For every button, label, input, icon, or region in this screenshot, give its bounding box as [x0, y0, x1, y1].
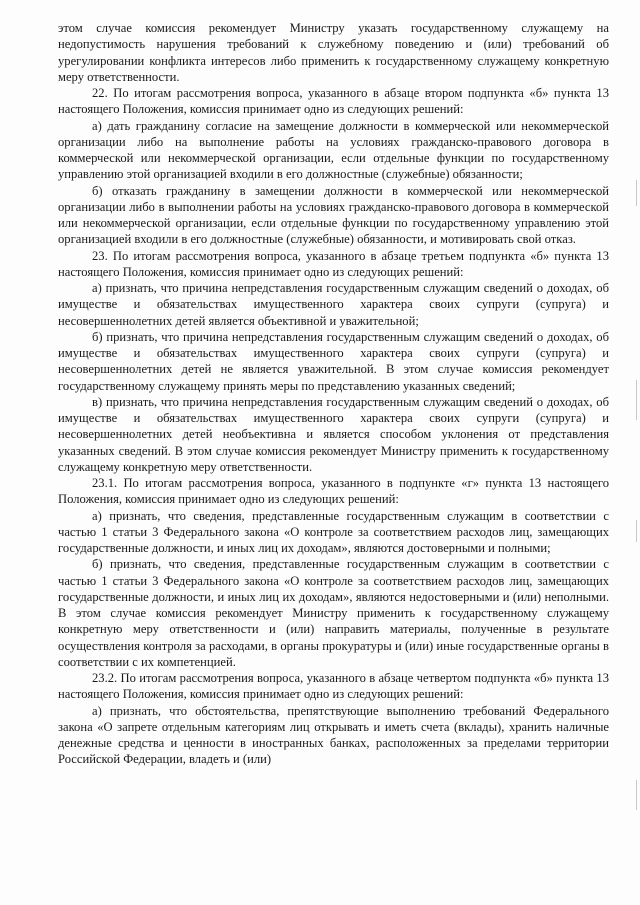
paragraph-item-23-2: 23.2. По итогам рассмотрения вопроса, указанного в абзаце четвертом подпункта «б» пункта 13 настоящего Положения, комиссия принимает одно из следующих решений:: [58, 671, 609, 702]
paragraph-23-a: а) признать, что причина непредставления государственным служащим сведений о доходах, об имуществе и обязательствах имущественного характера своих супруги (супруга) и несовершеннолетних детей является объективной и уважительной;: [58, 281, 609, 328]
scan-edge-mark: [636, 380, 637, 420]
paragraph-23-1-b: б) признать, что сведения, представленные государственным служащим в соответствии с частью 1 статьи 3 Федерального закона «О контроле за соответствием расходов лиц, замещающих государственные должности, и иных лиц их доходам», являются недостоверными и (или) неполными. В этом случае комиссия рекомендует Министру применить к государственному служащему конкретную меру ответственности и (или) направить материалы, полученные в результате осуществления контроля за расходами, в органы прокуратуры и (или) иные государственные органы в соответствии с их компетенцией.: [58, 557, 609, 669]
scan-edge-mark: [636, 780, 637, 810]
document-body: [58, 20, 609, 768]
paragraph-continuation: этом случае комиссия рекомендует Министру указать государственному служащему на недопустимость нарушения требований к служебному поведению и (или) требований об урегулировании конфликта интересов либо применить к государственному служащему конкретную меру ответственности.: [58, 21, 609, 84]
paragraph-item-23: 23. По итогам рассмотрения вопроса, указанного в абзаце третьем подпункта «б» пункта 13 настоящего Положения, комиссия принимает одно из следующих решений:: [58, 248, 609, 279]
paragraph-23-b: б) признать, что причина непредставления государственным служащим сведений о доходах, об имуществе и обязательствах имущественного характера своих супруги (супруга) и несовершеннолетних детей не является уважительной. В этом случае комиссия рекомендует государственному служащему принять меры по представлению указанных сведений;: [58, 329, 609, 393]
paragraph-22-a: а) дать гражданину согласие на замещение должности в коммерческой или некоммерческой организации либо на выполнение работы на условиях гражданско-правового договора в коммерческой или некоммерческой организации, если отдельные функции по государственному управлению этой организацией входили в его должностные (служебные) обязанности;: [58, 118, 609, 182]
paragraph-item-23-1: 23.1. По итогам рассмотрения вопроса, указанного в подпункте «г» пункта 13 настоящего Положения, комиссия принимает одно из следующих решений:: [58, 476, 609, 507]
paragraph-22-b: б) отказать гражданину в замещении должности в коммерческой или некоммерческой организации либо в выполнении работы на условиях гражданско-правового договора в коммерческой или некоммерческой организации, если отдельные функции по государственному управлению этой организацией входили в его должностные (служебные) обязанности, и мотивировать свой отказ.: [58, 183, 609, 247]
scan-edge-mark: [636, 180, 637, 206]
scan-edge-mark: [636, 520, 637, 542]
paragraph-23-2-a: а) признать, что обстоятельства, препятствующие выполнению требований Федерального закона «О запрете отдельным категориям лиц открывать и иметь счета (вклады), хранить наличные денежные средства и ценности в иностранных банках, расположенных за пределами территории Российской Федерации, владеть и (или): [58, 703, 609, 767]
paragraph-23-v: в) признать, что причина непредставления государственным служащим сведений о доходах, об имуществе и обязательствах имущественного характера своих супруги (супруга) и несовершеннолетних детей необъективна и является способом уклонения от представления указанных сведений. В этом случае комиссия рекомендует Министру применить к государственному служащему конкретную меру ответственности.: [58, 394, 609, 474]
paragraph-23-1-a: а) признать, что сведения, представленные государственным служащим в соответствии с частью 1 статьи 3 Федерального закона «О контроле за соответствием расходов лиц, замещающих государственные должности, и иных лиц их доходам», являются достоверными и полными;: [58, 508, 609, 555]
paragraph-item-22: 22. По итогам рассмотрения вопроса, указанного в абзаце втором подпункта «б» пункта 13 настоящего Положения, комиссия принимает одно из следующих решений:: [58, 86, 609, 117]
